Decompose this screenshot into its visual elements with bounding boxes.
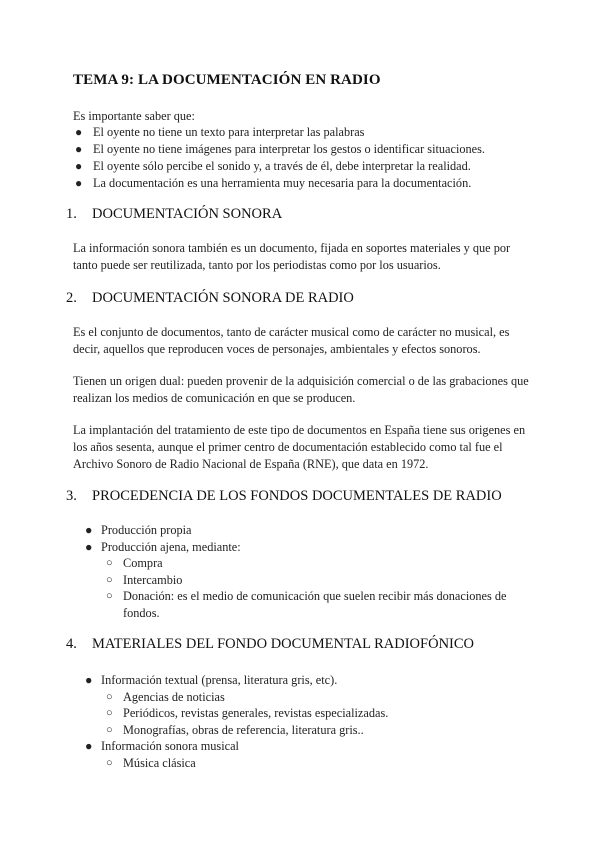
- section-number: 2.: [66, 290, 77, 306]
- section-paragraph: Tienen un origen dual: pueden provenir de la adquisición comercial o de las grabaciones que realizan los medios de comunicación en que se producen.: [73, 374, 529, 405]
- section-paragraph: Es el conjunto de documentos, tanto de carácter musical como de carácter no musical, es decir, aquellos que reproducen voces de personajes, ambientales y efectos sonoros.: [73, 325, 510, 356]
- section-title: MATERIALES DEL FONDO DOCUMENTAL RADIOFÓNICO: [92, 636, 475, 652]
- section-number: 3.: [66, 488, 77, 504]
- section-heading: [66, 488, 502, 505]
- bullet-icon: ●: [85, 539, 93, 554]
- circle-bullet-icon: ○: [106, 573, 113, 586]
- list-item: ● El oyente no tiene un texto para interpretar las palabras: [75, 125, 365, 139]
- intro-bullet-list: [73, 124, 485, 192]
- bullet-icon: ●: [75, 159, 83, 173]
- sub-list-item: ○ Intercambio: [106, 572, 183, 587]
- section-heading: [66, 206, 282, 223]
- page-title: TEMA 9: LA DOCUMENTACIÓN EN RADIO: [73, 72, 381, 88]
- section-title: DOCUMENTACIÓN SONORA DE RADIO: [92, 290, 354, 306]
- section-paragraph: La información sonora también es un documento, fijada en soportes materiales y que por tanto puede ser reutilizada, tanto por los periodistas como por los usuarios.: [73, 241, 511, 272]
- section-list: [73, 522, 533, 621]
- bullet-icon: ●: [75, 142, 83, 156]
- intro-lead: Es importante saber que:: [73, 109, 195, 123]
- list-item: ● Producción ajena, mediante: ○ Compra ○ Intercambio ○ Donación: es el medio de comunicación que suelen recibir más donaciones de fondos.: [73, 539, 533, 622]
- sub-list-item: ○ Monografías, obras de referencia, literatura gris..: [106, 722, 364, 737]
- section-list: [73, 672, 533, 771]
- circle-bullet-icon: ○: [106, 707, 113, 719]
- section-heading: [66, 290, 354, 307]
- circle-bullet-icon: ○: [106, 557, 113, 569]
- circle-bullet-icon: ○: [106, 590, 113, 602]
- section-number: 4.: [66, 636, 77, 652]
- circle-bullet-icon: ○: [106, 690, 113, 703]
- section-number: 1.: [66, 206, 77, 222]
- list-item: ● Producción propia: [85, 523, 192, 537]
- circle-bullet-icon: ○: [106, 756, 113, 769]
- sub-list-item: ○ Periódicos, revistas generales, revistas especializadas.: [106, 706, 389, 720]
- section-title: PROCEDENCIA DE LOS FONDOS DOCUMENTALES DE RADIO: [92, 488, 502, 504]
- list-item: ● El oyente sólo percibe el sonido y, a través de él, debe interpretar la realidad.: [75, 159, 471, 173]
- list-item: ● El oyente no tiene imágenes para interpretar los gestos o identificar situaciones.: [75, 142, 485, 156]
- section-paragraph: La implantación del tratamiento de este tipo de documentos en España tiene sus origenes en los años sesenta, aunque el primer centro de documentación establecido como tal fue el Archivo Sonoro de Radio Nacional de España (RNE), que data en 1972.: [73, 423, 526, 471]
- circle-bullet-icon: ○: [106, 723, 113, 736]
- bullet-icon: ●: [85, 673, 93, 687]
- list-item: ● Información sonora musical ○ Música clásica: [73, 738, 533, 771]
- section-title: DOCUMENTACIÓN SONORA: [92, 206, 283, 222]
- bullet-icon: ●: [75, 125, 83, 139]
- sub-list-item: ○ Compra: [106, 556, 163, 570]
- bullet-icon: ●: [85, 523, 93, 537]
- bullet-icon: ●: [75, 176, 83, 190]
- sub-list-item: ○ Agencias de noticias: [106, 689, 225, 704]
- list-item: ● La documentación es una herramienta muy necesaria para la documentación.: [75, 176, 472, 190]
- bullet-icon: ●: [85, 739, 93, 753]
- sub-list-item: ○ Música clásica: [106, 755, 196, 770]
- sub-list-item: ○ Donación: es el medio de comunicación que suelen recibir más donaciones de fondos.: [106, 589, 507, 620]
- list-item: ● Información textual (prensa, literatura gris, etc). ○ Agencias de noticias ○ Periódicos, revistas generales, revistas especializadas. ○ Monografías, obras de referencia, literatura gris..: [73, 672, 533, 738]
- section-heading: [66, 636, 474, 653]
